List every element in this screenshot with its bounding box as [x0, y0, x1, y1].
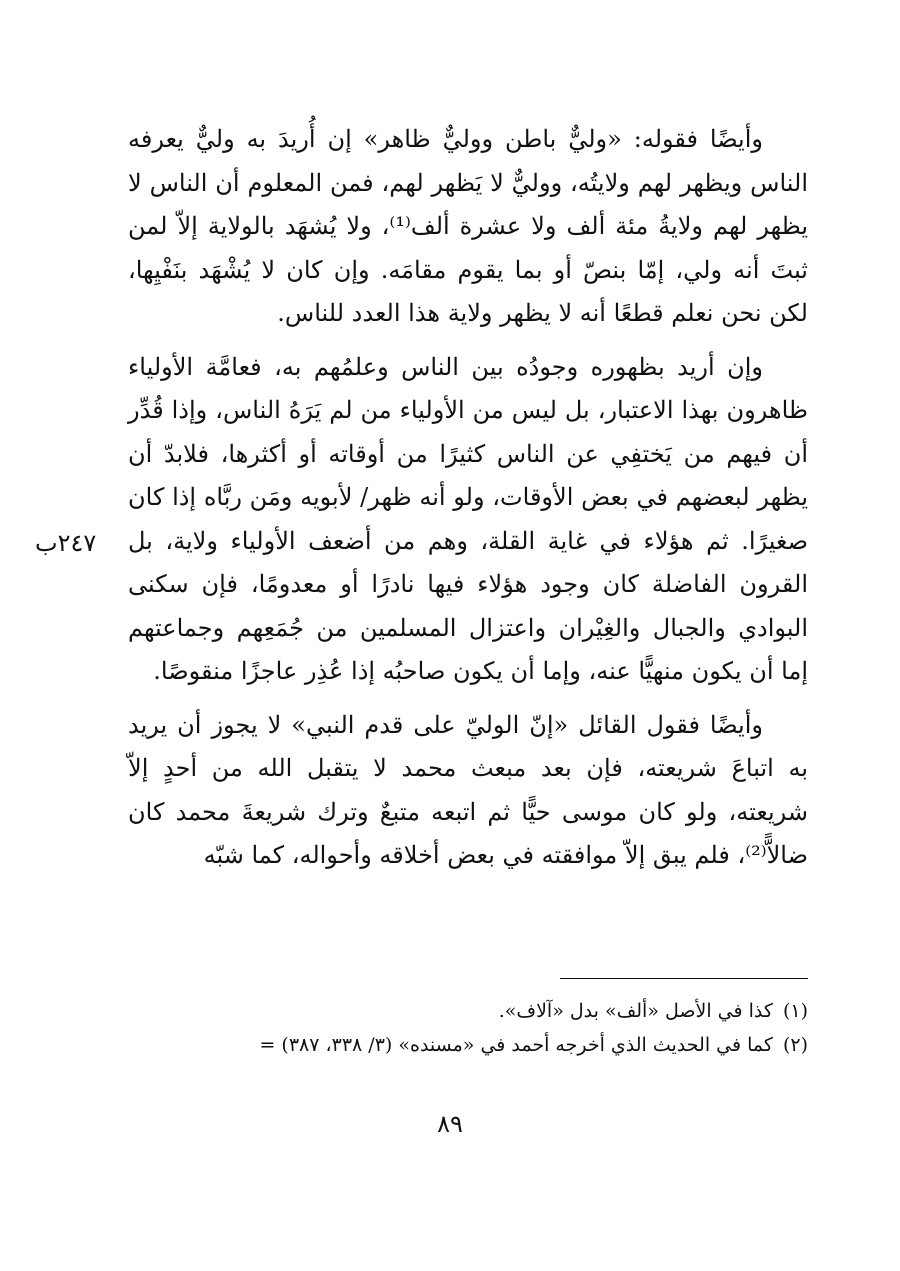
paragraph-3: وأيضًا فقول القائل «إنّ الوليّ على قدم النبي» لا يجوز أن يريد به اتباعَ شريعته، فإن بعد مبعث محمد لا يتقبل الله من أحدٍ إلاّ شريعته، ولو كان موسى حيًّا ثم اتبعه متبعٌ وترك شريعةَ محمد كان ضالاًّ⁽²⁾، فلم يبق إلاّ موافقته في بعض أخلاقه وأحواله، كما شبّه	[128, 710, 808, 869]
footnotes	[100, 994, 808, 1062]
footnote-number: (٢)	[782, 1034, 808, 1056]
footnote-2	[100, 1028, 808, 1062]
paragraph-2: وإن أريد بظهوره وجودُه بين الناس وعلمُهم به، فعامَّة الأولياء ظاهرون بهذا الاعتبار، بل ليس من الأولياء من لم يَرَهُ الناس، وإذا قُدِّر أن فيهم من يَختفِي عن الناس كثيرًا من أوقاته أو أكثرها، فلابدّ أن يظهر لبعضهم في بعض الأوقات، ولو أنه ظهر/ لأبويه ومَن ربَّاه إذا كان صغيرًا. ثم هؤلاء في غاية القلة، وهم من أضعف الأولياء ولاية، بل القرون الفاضلة كان وجود هؤلاء فيها نادرًا أو معدومًا، فإن سكنى البوادي والجبال والغِيْران واعتزال المسلمين من جُمَعِهم وجماعتهم إما أن يكون منهيًّا عنه، وإما أن يكون صاحبُه إذا عُذِر عاجزًا منقوصًا.	[128, 352, 808, 685]
paragraph-1: وأيضًا فقوله: «وليٌّ باطن ووليٌّ ظاهر» إن أُريدَ به وليٌّ يعرفه الناس ويظهر لهم ولايتُه، ووليٌّ لا يَظهر لهم، فمن المعلوم أن الناس لا يظهر لهم ولايةُ مئة ألف ولا عشرة ألف⁽¹⁾، ولا يُشهَد بالولاية إلاّ لمن ثبتَ أنه ولي، إمّا بنصّ أو بما يقوم مقامَه. وإن كان لا يُشْهَد بنَفْيِها، لكن نحن نعلم قطعًا أنه لا يظهر ولاية هذا العدد للناس.	[128, 125, 809, 327]
manuscript-folio-marker: ٢٤٧ب	[35, 529, 97, 557]
footnote-text: كذا في الأصل «ألف» بدل «آلاف».	[498, 1000, 773, 1022]
main-text	[128, 118, 808, 888]
footnote-number: (١)	[782, 1000, 808, 1022]
page-number: ٨٩	[437, 1110, 463, 1138]
footnote-text: كما في الحديث الذي أخرجه أحمد في «مسنده» (٣/ ٣٣٨، ٣٨٧) =	[259, 1034, 773, 1056]
footnote-1	[100, 994, 808, 1028]
footnote-separator	[560, 978, 808, 979]
